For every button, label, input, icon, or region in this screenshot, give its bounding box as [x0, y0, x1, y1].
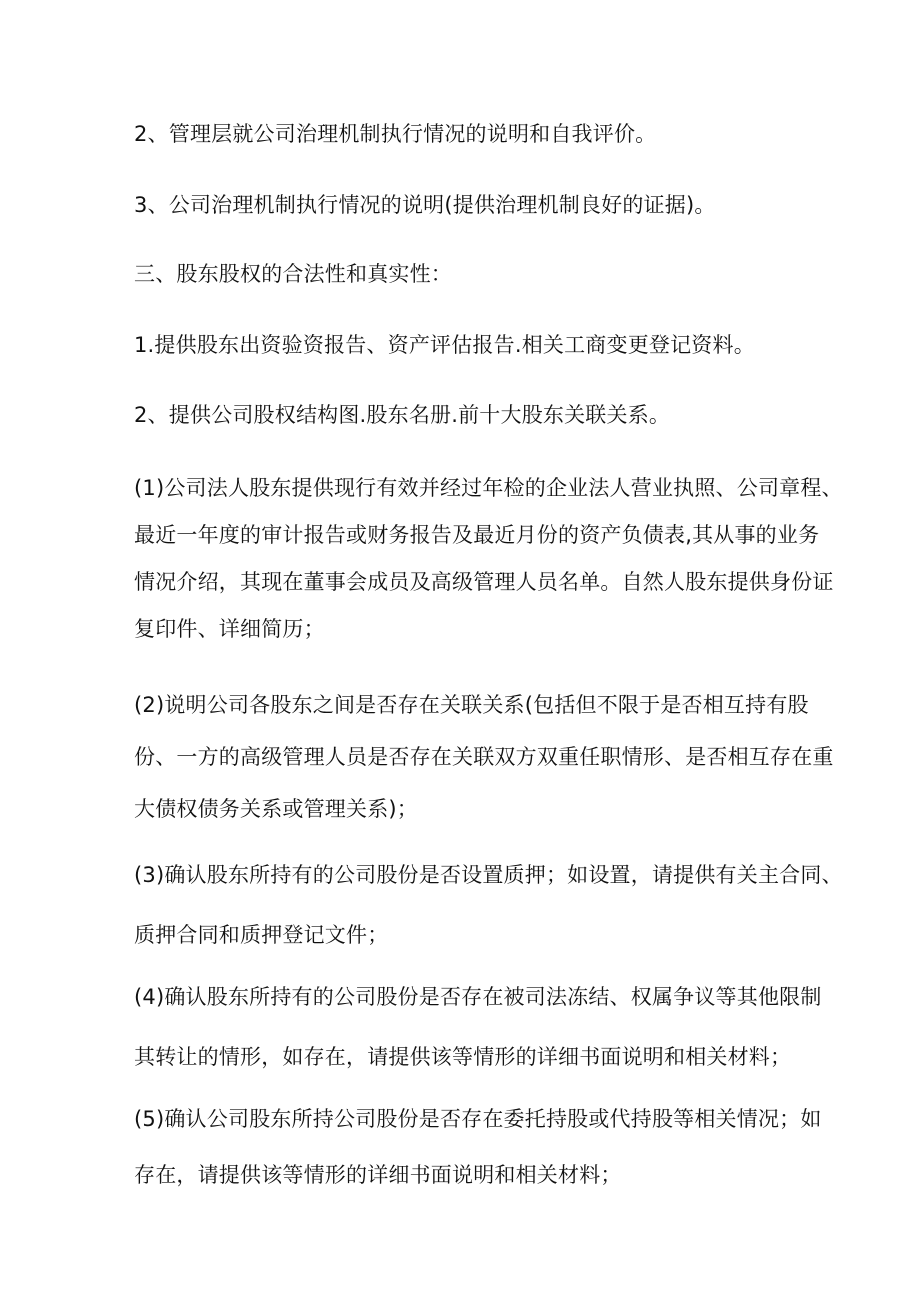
- text-line: 2、提供公司股权结构图.股东名册.前十大股东关联关系。: [134, 403, 671, 427]
- section-heading-shareholder-equity: [134, 254, 802, 294]
- text-line: 质押合同和质押登记文件；: [134, 923, 389, 947]
- paragraph-management-self-evaluation: [134, 114, 802, 154]
- text-line: (1)公司法人股东提供现行有效并经过年检的企业法人营业执照、公司章程、: [134, 476, 843, 500]
- text-line: 份、一方的高级管理人员是否存在关联双方双重任职情形、是否相互存在重: [134, 745, 834, 769]
- text-line: (2)说明公司各股东之间是否存在关联关系(包括但不限于是否相互持有股: [134, 693, 809, 717]
- paragraph-capital-verification: [134, 325, 802, 365]
- text-line: (5)确认公司股东所持公司股份是否存在委托持股或代持股等相关情况；如: [134, 1107, 822, 1131]
- text-line: 1.提供股东出资验资报告、资产评估报告.相关工商变更登记资料。: [134, 333, 755, 357]
- text-line: 最近一年度的审计报告或财务报告及最近月份的资产负债表,其从事的业务: [134, 523, 820, 547]
- text-line: 其转让的情形，如存在，请提供该等情形的详细书面说明和相关材料；: [134, 1045, 792, 1069]
- text-line: 存在，请提供该等情形的详细书面说明和相关材料；: [134, 1163, 622, 1187]
- paragraph-item-3: [134, 845, 843, 965]
- text-line: 三、股东股权的合法性和真实性：: [134, 262, 452, 286]
- paragraph-item-5: [134, 1091, 822, 1203]
- text-line: 3、公司治理机制执行情况的说明(提供治理机制良好的证据)。: [134, 193, 716, 217]
- paragraph-item-4: [134, 967, 822, 1087]
- text-line: 情况介绍，其现在董事会成员及高级管理人员名单。自然人股东提供身份证: [134, 570, 834, 594]
- text-line: 2、管理层就公司治理机制执行情况的说明和自我评价。: [134, 122, 657, 146]
- paragraph-item-2: [134, 679, 834, 835]
- paragraph-item-1: [134, 465, 843, 653]
- text-line: 复印件、详细简历；: [134, 617, 325, 641]
- paragraph-equity-structure: [134, 395, 802, 435]
- text-line: (4)确认股东所持有的公司股份是否存在被司法冻结、权属争议等其他限制: [134, 985, 822, 1009]
- paragraph-governance-execution: [134, 185, 802, 225]
- text-line: 大债权债务关系或管理关系)；: [134, 797, 418, 821]
- text-line: (3)确认股东所持有的公司股份是否设置质押；如设置，请提供有关主合同、: [134, 863, 843, 887]
